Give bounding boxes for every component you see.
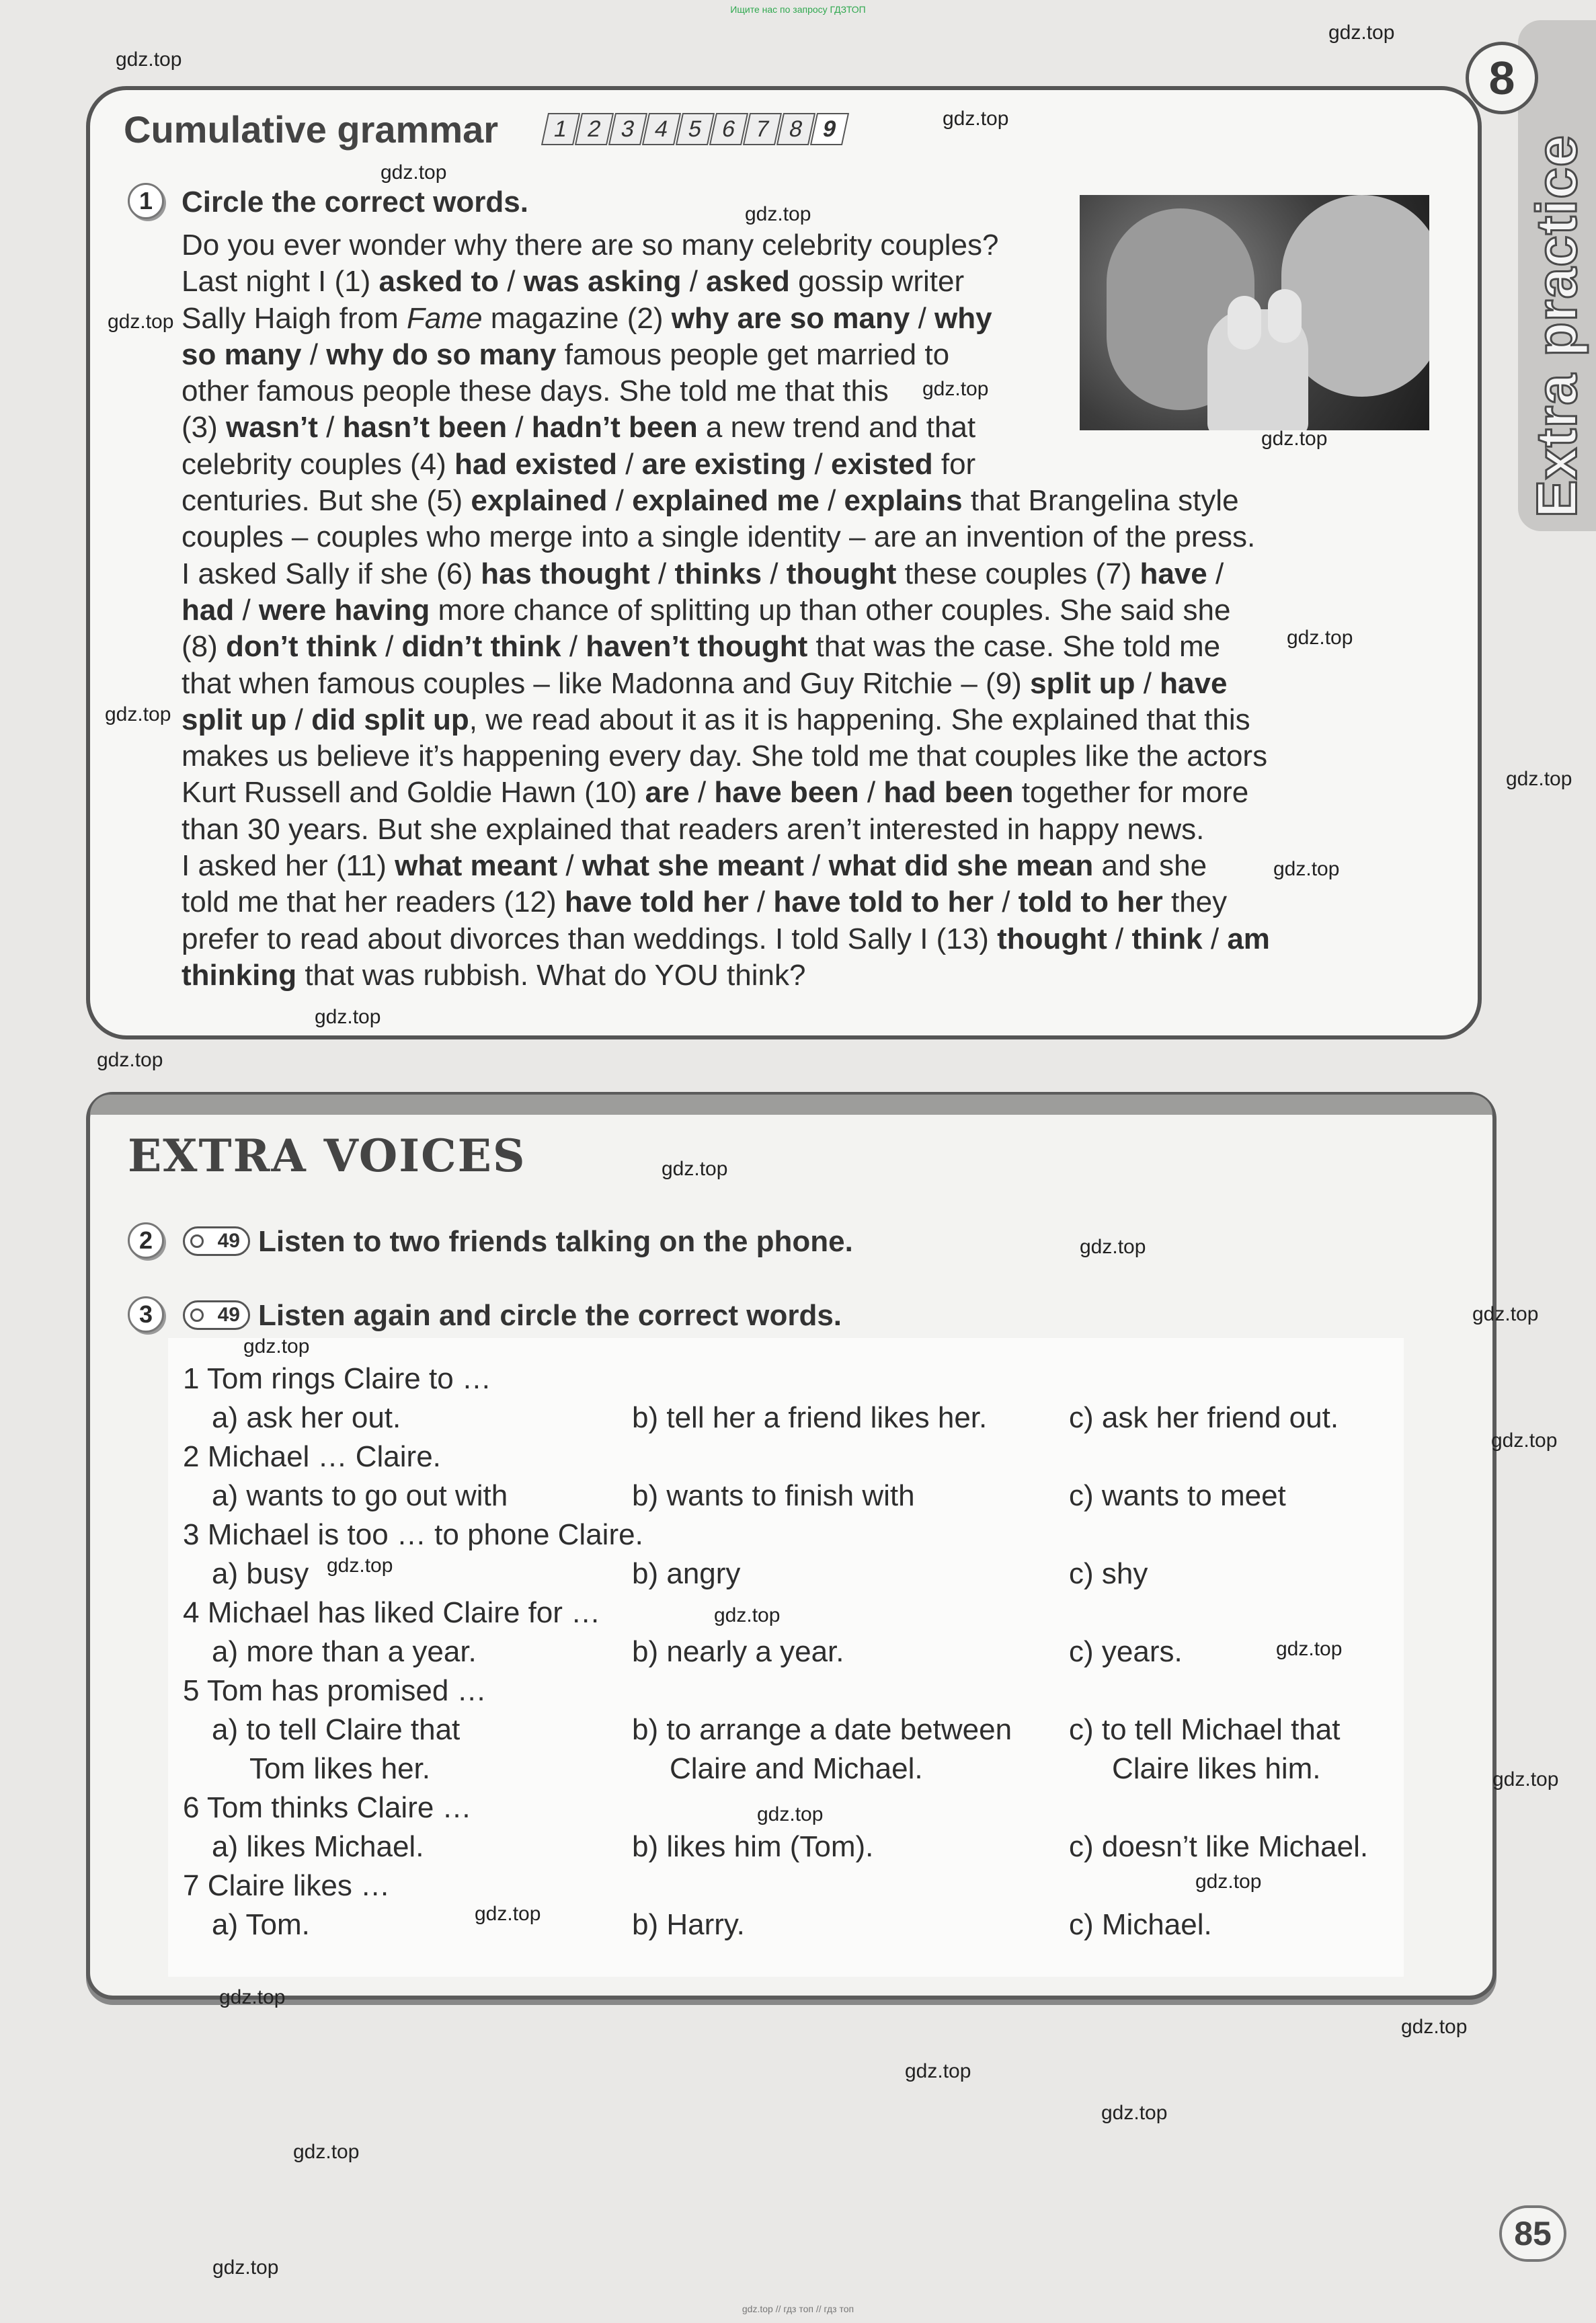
watermark: gdz.top (315, 1006, 381, 1028)
exercise-number: 1 (128, 183, 164, 219)
option-c: c) shy (1069, 1557, 1148, 1590)
watermark: gdz.top (943, 108, 1009, 130)
watermark: gdz.top (475, 1903, 541, 1925)
exercise-instruction: Circle the correct words. (182, 186, 528, 219)
option-a: a) busy (212, 1557, 309, 1590)
watermark: gdz.top (1101, 2102, 1168, 2124)
watermark: gdz.top (1080, 1236, 1146, 1258)
watermark: gdz.top (105, 703, 171, 725)
option-b: b) Harry. (632, 1908, 745, 1941)
top-note: Ищите нас по запросу ГДЗТОП (730, 4, 866, 15)
passage-line: had / were having more chance of splitting up than other couples. She said she (182, 593, 1231, 627)
unit-box: 1 (541, 113, 580, 145)
unit-box: 6 (709, 113, 748, 145)
watermark: gdz.top (905, 2060, 971, 2082)
option-c: c) to tell Michael that (1069, 1713, 1341, 1746)
watermark: gdz.top (116, 48, 182, 71)
option-b: b) to arrange a date between (632, 1713, 1012, 1746)
watermark: gdz.top (381, 161, 447, 184)
option-c: Claire likes him. (1112, 1752, 1321, 1785)
panel-top-bar (90, 1095, 1492, 1115)
watermark: gdz.top (1491, 1429, 1558, 1452)
watermark: gdz.top (1328, 22, 1395, 44)
passage-line: Last night I (1) asked to / was asking / asked gossip writer (182, 265, 965, 299)
watermark: gdz.top (1506, 768, 1572, 790)
question-stem: 5 Tom has promised … (183, 1674, 487, 1707)
option-c: c) doesn’t like Michael. (1069, 1830, 1369, 1863)
passage-line: celebrity couples (4) had existed / are existing / existed for (182, 447, 976, 481)
watermark: gdz.top (1287, 627, 1353, 649)
watermark: gdz.top (1195, 1871, 1262, 1893)
option-a: a) wants to go out with (212, 1479, 508, 1512)
watermark: gdz.top (1401, 2016, 1468, 2038)
unit-box: 8 (776, 113, 815, 145)
unit-box: 3 (608, 113, 647, 145)
exercise-number: 3 (128, 1296, 164, 1333)
option-a: a) ask her out. (212, 1401, 401, 1434)
passage-line: couples – couples who merge into a single identity – are an invention of the press. (182, 520, 1256, 554)
passage-line: I asked her (11) what meant / what she meant / what did she mean and she (182, 849, 1207, 883)
watermark: gdz.top (212, 2256, 279, 2279)
watermark: gdz.top (108, 311, 174, 333)
option-a: a) likes Michael. (212, 1830, 424, 1863)
passage-line: Do you ever wonder why there are so many celebrity couples? (182, 229, 999, 262)
option-c: c) ask her friend out. (1069, 1401, 1339, 1434)
watermark: gdz.top (327, 1554, 393, 1577)
option-c: c) wants to meet (1069, 1479, 1286, 1512)
option-c: c) Michael. (1069, 1908, 1212, 1941)
audio-track-badge: 49 (183, 1300, 250, 1330)
passage-line: that when famous couples – like Madonna and Guy Ritchie – (9) split up / have (182, 666, 1228, 700)
grammar-passage (182, 227, 1459, 994)
watermark: gdz.top (1472, 1303, 1539, 1325)
audio-track-badge: 49 (183, 1226, 250, 1256)
unit-box: 5 (676, 113, 715, 145)
question-stem: 4 Michael has liked Claire for … (183, 1596, 601, 1629)
passage-line: makes us believe it’s happening every day. She told me that couples like the actors (182, 740, 1268, 773)
exercise-instruction: Listen again and circle the correct words. (258, 1299, 842, 1332)
option-b: b) nearly a year. (632, 1635, 844, 1668)
question-stem: 7 Claire likes … (183, 1869, 391, 1902)
watermark: gdz.top (1273, 858, 1340, 880)
passage-line: other famous people these days. She told me that this (182, 375, 889, 408)
exercise-number: 2 (128, 1222, 164, 1259)
watermark: gdz.top (922, 378, 989, 400)
unit-box: 4 (642, 113, 681, 145)
passage-line: (8) don’t think / didn’t think / haven’t thought that was the case. She told me (182, 630, 1221, 664)
watermark: gdz.top (219, 1986, 286, 2008)
side-tab-label: Extra practice (1525, 134, 1589, 518)
option-b: b) angry (632, 1557, 741, 1590)
option-b: Claire and Michael. (670, 1752, 923, 1785)
unit-box: 2 (575, 113, 614, 145)
passage-line: Kurt Russell and Goldie Hawn (10) are / have been / had been together for more (182, 776, 1249, 810)
page-number: 85 (1499, 2205, 1566, 2262)
option-a: a) more than a year. (212, 1635, 477, 1668)
watermark: gdz.top (243, 1335, 310, 1357)
option-b: b) tell her a friend likes her. (632, 1401, 988, 1434)
option-b: b) likes him (Tom). (632, 1830, 874, 1863)
option-b: b) wants to finish with (632, 1479, 915, 1512)
passage-line: Sally Haigh from Fame magazine (2) why are so many / why (182, 301, 992, 335)
question-stem: 1 Tom rings Claire to … (183, 1362, 491, 1395)
watermark: gdz.top (662, 1158, 728, 1180)
unit-progress (545, 113, 846, 145)
passage-line: split up / did split up, we read about it as it is happening. She explained that this (182, 703, 1250, 736)
option-a: a) Tom. (212, 1908, 310, 1941)
passage-line: told me that her readers (12) have told her / have told to her / told to her they (182, 885, 1228, 919)
passage-line: than 30 years. But she explained that readers aren’t interested in happy news. (182, 812, 1205, 846)
question-stem: 6 Tom thinks Claire … (183, 1791, 472, 1824)
exercise-instruction: Listen to two friends talking on the phone. (258, 1225, 853, 1258)
option-c: c) years. (1069, 1635, 1183, 1668)
option-a: a) to tell Claire that (212, 1713, 461, 1746)
passage-line: I asked Sally if she (6) has thought / thinks / thought these couples (7) have / (182, 557, 1224, 590)
passage-line: so many / why do so many famous people get married to (182, 338, 950, 371)
section-heading: Cumulative grammar (124, 108, 499, 151)
watermark: gdz.top (745, 203, 811, 225)
passage-line: thinking that was rubbish. What do YOU think? (182, 958, 806, 992)
watermark: gdz.top (1492, 1768, 1559, 1790)
passage-line: (3) wasn’t / hasn’t been / hadn’t been a new trend and that (182, 411, 976, 444)
extra-voices-title: EXTRA VOICES (128, 1130, 526, 1182)
watermark: gdz.top (293, 2141, 360, 2163)
watermark: gdz.top (757, 1803, 824, 1825)
unit-box: 9 (810, 113, 849, 145)
watermark: gdz.top (1276, 1638, 1343, 1660)
question-stem: 3 Michael is too … to phone Claire. (183, 1518, 643, 1551)
bottom-note: gdz.top // гдз топ // гдз топ (742, 2304, 854, 2314)
unit-number: 8 (1466, 42, 1538, 114)
question-stem: 2 Michael … Claire. (183, 1440, 441, 1473)
option-a: Tom likes her. (249, 1752, 430, 1785)
watermark: gdz.top (714, 1604, 781, 1626)
passage-line: centuries. But she (5) explained / explained me / explains that Brangelina style (182, 484, 1239, 518)
watermark: gdz.top (1261, 428, 1328, 450)
watermark: gdz.top (97, 1049, 163, 1071)
passage-line: prefer to read about divorces than weddings. I told Sally I (13) thought / think / am (182, 922, 1270, 955)
unit-box: 7 (743, 113, 782, 145)
